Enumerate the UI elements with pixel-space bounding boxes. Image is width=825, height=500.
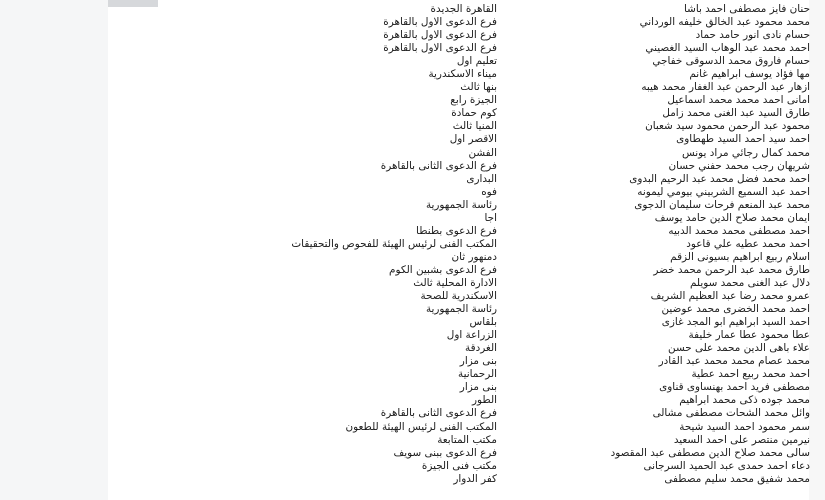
employee-name: ازهار عبد الرحمن عبد الغفار محمد هيبه	[641, 81, 810, 94]
employee-name: احمد محمد الخضرى محمد عوضين	[661, 303, 810, 316]
workplace-name: مكتب فنى الجيزة	[421, 459, 497, 472]
list-item	[108, 173, 810, 186]
workplace-name: فرع الدعوى الاول بالقاهرة	[383, 42, 497, 55]
workplace-name: المكتب الفنى لرئيس الهيئة للفحوص والتحقيقات	[291, 237, 497, 250]
workplace-name: فوه	[481, 185, 497, 198]
list-item	[108, 42, 810, 55]
list-item	[108, 303, 810, 316]
employee-name: طارق محمد عبد الرحمن محمد خضر	[653, 263, 810, 276]
list-item	[108, 3, 810, 16]
workplace-name: اجا	[484, 211, 497, 224]
list-item	[108, 238, 810, 251]
list-item	[108, 316, 810, 329]
employee-name: عطا محمود عطا عمار خليفة	[688, 329, 810, 342]
employee-name: محمود عبد الرحمن محمود سيد شعبان	[645, 120, 810, 133]
right-margin	[809, 0, 825, 500]
employee-name: مصطفى فريد احمد بهنساوى قناوى	[659, 381, 810, 394]
workplace-name: الطور	[472, 394, 497, 407]
workplace-name: فرع الدعوى بطنطا	[416, 224, 497, 237]
employee-name: محمد محمود عبد الخالق خليفه الورداني	[639, 16, 810, 29]
employee-name: نيرمين منتصر على احمد السعيد	[673, 433, 810, 446]
employee-name: مها فؤاد يوسف ابراهيم غانم	[689, 68, 810, 81]
workplace-name: الاسكندرية للصحة	[420, 290, 497, 303]
employee-name: احمد محمد عطيه علي قاعود	[686, 237, 810, 250]
list-item	[108, 68, 810, 81]
list-item	[108, 329, 810, 342]
employee-name: حسام فاروق محمد الدسوقى خفاجي	[652, 55, 810, 68]
list-item	[108, 55, 810, 68]
employee-name: احمد مصطفى محمد محمد الدبيه	[668, 224, 810, 237]
names-list	[108, 3, 810, 486]
employee-name: محمد عصام محمد محمد عبد القادر	[658, 355, 810, 368]
employee-name: محمد عبد المنعم فرحات سليمان الدجوى	[634, 198, 810, 211]
workplace-name: الغردقة	[465, 342, 497, 355]
employee-name: علاء باهى الدين محمد على حسن	[668, 342, 810, 355]
list-item	[108, 29, 810, 42]
workplace-name: فرع الدعوى الثانى بالقاهرة	[380, 159, 497, 172]
employee-name: حسام نادى انور حامد حماد	[695, 29, 810, 42]
employee-name: طارق السيد عبد الغنى محمد زامل	[662, 107, 810, 120]
list-item	[108, 368, 810, 381]
employee-name: سمر محمود احمد السيد شيحة	[679, 420, 810, 433]
list-item	[108, 290, 810, 303]
workplace-name: المكتب الفنى لرئيس الهيئة للطعون	[345, 420, 497, 433]
list-item	[108, 394, 810, 407]
workplace-name: الفشن	[468, 146, 497, 159]
workplace-name: الرحمانية	[458, 368, 497, 381]
list-item	[108, 107, 810, 120]
workplace-name: تعليم اول	[456, 55, 497, 68]
list-item	[108, 16, 810, 29]
workplace-name: فرع الدعوى الاول بالقاهرة	[383, 29, 497, 42]
employee-name: عمرو محمد رضا عبد العظيم الشريف	[650, 290, 810, 303]
workplace-name: فرع الدعوى ببنى سويف	[393, 446, 497, 459]
list-item	[108, 421, 810, 434]
list-item	[108, 251, 810, 264]
list-item	[108, 81, 810, 94]
list-item	[108, 94, 810, 107]
workplace-name: بنى مزار	[459, 381, 497, 394]
employee-name: محمد شفيق محمد سليم مصطفى	[664, 472, 810, 485]
employee-name: امانى احمد محمد محمد اسماعيل	[667, 94, 810, 107]
list-item	[108, 264, 810, 277]
employee-name: حنان فايز مصطفى احمد باشا	[683, 3, 810, 15]
workplace-name: الاقصر اول	[449, 133, 497, 146]
list-item	[108, 160, 810, 173]
workplace-name: فرع الدعوى بشبين الكوم	[389, 263, 497, 276]
workplace-name: رئاسة الجمهورية	[425, 303, 497, 316]
list-item	[108, 342, 810, 355]
employee-name: احمد محمد فضل محمد عبد الرحيم البدوى	[629, 172, 810, 185]
workplace-name: ميناء الاسكندرية	[428, 68, 497, 81]
left-margin	[0, 0, 108, 500]
workplace-name: بنى مزار	[459, 355, 497, 368]
employee-name: دلال عبد الغنى محمد سويلم	[689, 276, 810, 289]
employee-name: دعاء احمد حمدى عبد الحميد السرجانى	[643, 459, 810, 472]
workplace-name: بلقاس	[469, 316, 497, 329]
list-item	[108, 147, 810, 160]
workplace-name: كوم حمادة	[451, 107, 497, 120]
employee-name: سالى محمد صلاح الدين مصطفى عبد المقصود	[610, 446, 810, 459]
employee-name: احمد سيد احمد السيد طهطاوى	[676, 133, 810, 146]
employee-name: محمد كمال رجائي مراد يونس	[682, 146, 810, 159]
list-item	[108, 447, 810, 460]
list-item	[108, 407, 810, 420]
employee-name: احمد محمد ربيع احمد عطية	[691, 368, 810, 381]
list-item	[108, 212, 810, 225]
list-item	[108, 186, 810, 199]
list-item	[108, 199, 810, 212]
workplace-name: فرع الدعوى الثانى بالقاهرة	[380, 407, 497, 420]
workplace-name: دمنهور ثان	[451, 250, 497, 263]
workplace-name: بنها ثالث	[460, 81, 497, 94]
employee-name: محمد جوده ذكى محمد ابراهيم	[679, 394, 810, 407]
workplace-name: مكتب المتابعة	[437, 433, 497, 446]
employee-name: احمد السيد ابراهيم ابو المجد غازى	[661, 316, 810, 329]
workplace-name: الجيزة رابع	[450, 94, 497, 107]
list-item	[108, 120, 810, 133]
workplace-name: البدارى	[466, 172, 497, 185]
list-item	[108, 473, 810, 486]
employee-name: احمد محمد عبد الوهاب السيد الغصيني	[645, 42, 810, 55]
workplace-name: كفر الدوار	[453, 472, 497, 485]
workplace-name: رئاسة الجمهورية	[425, 198, 497, 211]
workplace-name: الادارة المحلية ثالث	[413, 276, 497, 289]
list-item	[108, 133, 810, 146]
list-item	[108, 225, 810, 238]
employee-name: ايمان محمد صلاح الدين حامد يوسف	[654, 211, 810, 224]
list-item	[108, 277, 810, 290]
list-item	[108, 460, 810, 473]
list-item	[108, 381, 810, 394]
workplace-name: الزراعة اول	[446, 329, 497, 342]
employee-name: اسلام ربيع ابراهيم بسيونى الزقم	[670, 250, 810, 263]
workplace-name: القاهرة الجديدة	[430, 3, 497, 15]
list-item	[108, 434, 810, 447]
list-item	[108, 355, 810, 368]
workplace-name: فرع الدعوى الاول بالقاهرة	[383, 16, 497, 29]
employee-name: احمد عبد السميع الشربيني بيومي ليمونه	[637, 185, 810, 198]
employee-name: وائل محمد الشحات مصطفى مشالى	[652, 407, 810, 420]
employee-name: شريهان رجب محمد حفني حسان	[668, 159, 810, 172]
workplace-name: المنيا ثالث	[452, 120, 497, 133]
